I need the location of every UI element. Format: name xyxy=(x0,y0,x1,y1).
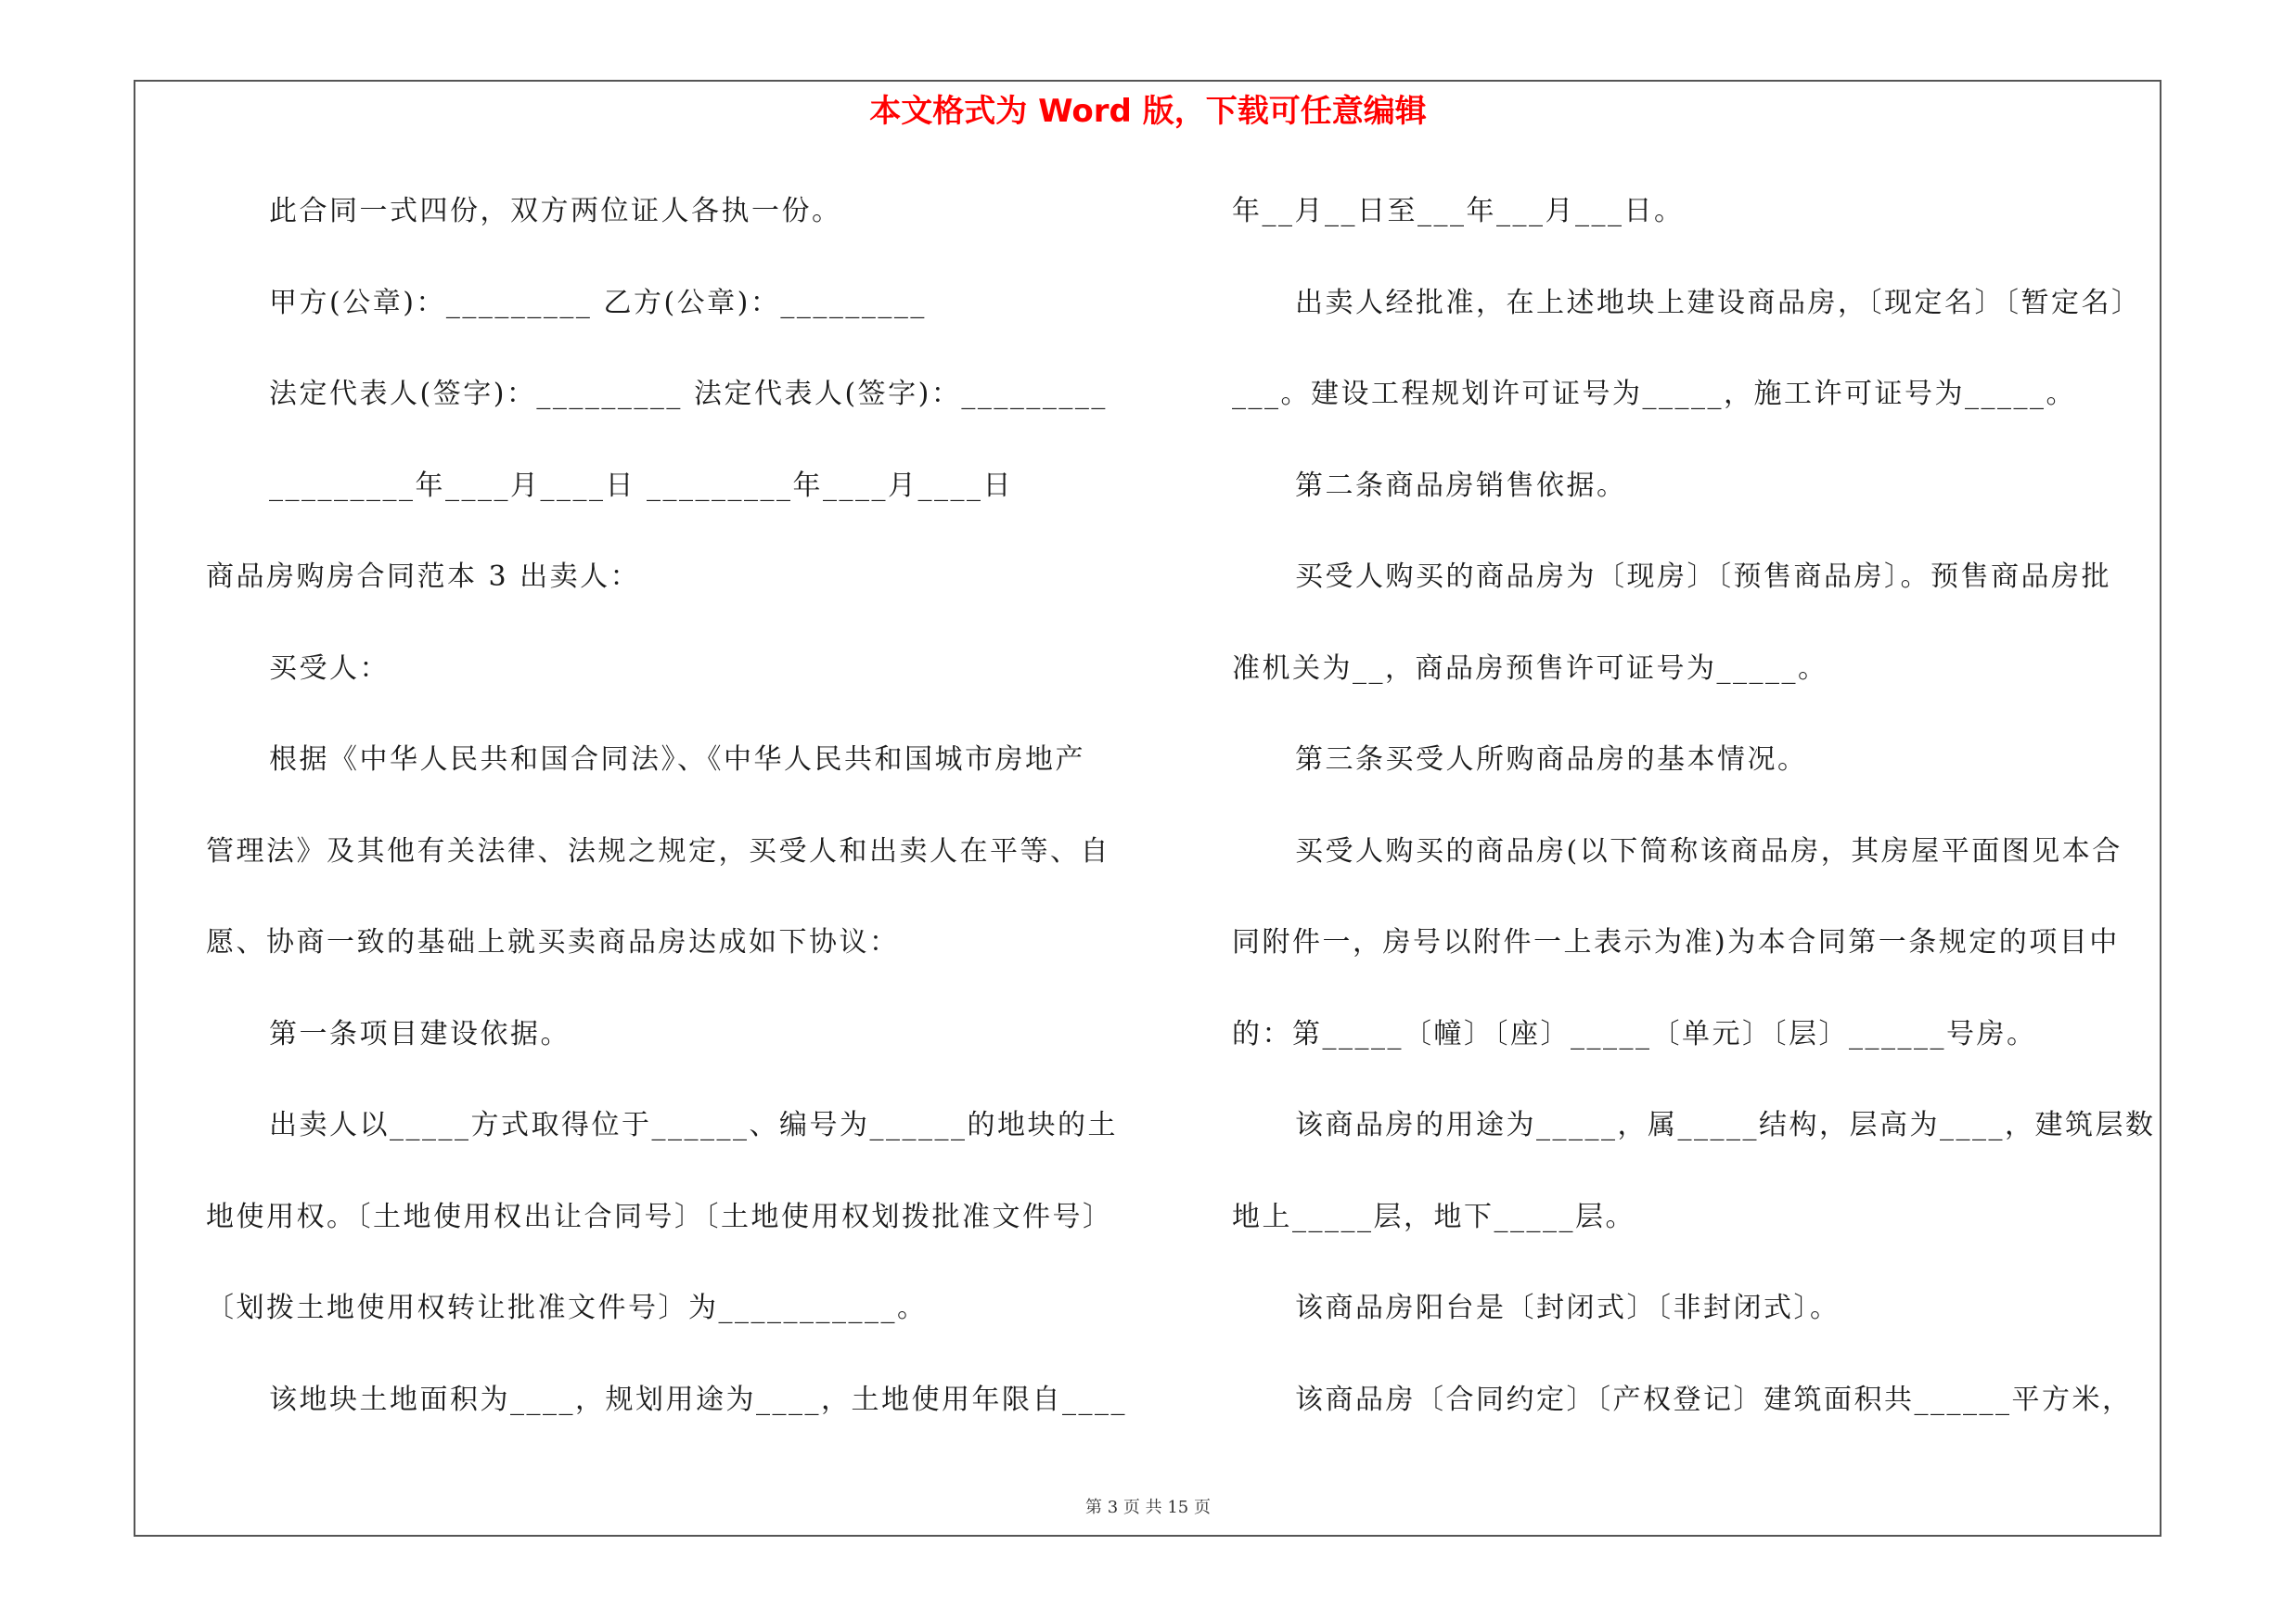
text-line: 此合同一式四份，双方两位证人各执一份。 xyxy=(269,195,842,227)
text-line: 第二条商品房销售依据。 xyxy=(1295,469,1627,502)
text-line: 出卖人经批准，在上述地块上建设商品房，〔现定名〕〔暂定名〕 xyxy=(1295,286,2142,319)
text-line: 〔划拨土地使用权转让批准文件号〕为___________。 xyxy=(206,1292,928,1324)
text-line: 该商品房的用途为_____，属_____结构，层高为____，建筑层数 xyxy=(1295,1109,2156,1141)
text-line: 第一条项目建设依据。 xyxy=(269,1017,571,1050)
text-line: 法定代表人(签字)：_________ 法定代表人(签字)：_________ xyxy=(269,378,1108,410)
text-line: 第三条买受人所购商品房的基本情况。 xyxy=(1295,743,1808,776)
page-number-footer: 第 3 页 共 15 页 xyxy=(1085,1498,1211,1517)
text-line: 买受人购买的商品房(以下简称该商品房，其房屋平面图见本合 xyxy=(1295,834,2123,868)
banner-notice: 本文格式为 Word 版，下载可任意编辑 xyxy=(869,93,1427,130)
text-line: 根据《中华人民共和国合同法》、《中华人民共和国城市房地产 xyxy=(269,743,1085,776)
text-line: 同附件一，房号以附件一上表示为准)为本合同第一条规定的项目中 xyxy=(1232,926,2120,959)
text-line: 地使用权。〔土地使用权出让合同号〕〔土地使用权划拨批准文件号〕 xyxy=(206,1200,1113,1233)
text-line: 该商品房阳台是〔封闭式〕〔非封闭式〕。 xyxy=(1295,1292,1841,1324)
text-line: 准机关为__，商品房预售许可证号为_____。 xyxy=(1232,651,1828,685)
text-line: 的：第_____〔幢〕〔座〕_____〔单元〕〔层〕______号房。 xyxy=(1232,1017,2037,1050)
text-line: 该地块土地面积为____，规划用途为____，土地使用年限自____ xyxy=(269,1383,1127,1416)
text-line: 地上_____层，地下_____层。 xyxy=(1232,1200,1635,1233)
text-line: 年__月__日至___年___月___日。 xyxy=(1232,195,1685,227)
text-line: 该商品房〔合同约定〕〔产权登记〕建筑面积共______平方米， xyxy=(1295,1383,2133,1416)
text-line: 甲方(公章)：_________ 乙方(公章)：_________ xyxy=(269,286,927,319)
text-line: 买受人： xyxy=(269,651,390,685)
text-line: 商品房购房合同范本 3 出卖人： xyxy=(206,560,641,593)
text-line: 出卖人以_____方式取得位于______、编号为______的地块的土 xyxy=(269,1109,1118,1141)
text-line: 愿、协商一致的基础上就买卖商品房达成如下协议： xyxy=(206,926,900,959)
text-line: 买受人购买的商品房为〔现房〕〔预售商品房〕。预售商品房批 xyxy=(1295,560,2111,593)
text-line: 管理法》及其他有关法律、法规之规定，买受人和出卖人在平等、自 xyxy=(206,834,1110,868)
text-line: _________年____月____日 _________年____月____日 xyxy=(269,469,1014,502)
text-line: ___。建设工程规划许可证号为_____，施工许可证号为_____。 xyxy=(1232,378,2076,410)
